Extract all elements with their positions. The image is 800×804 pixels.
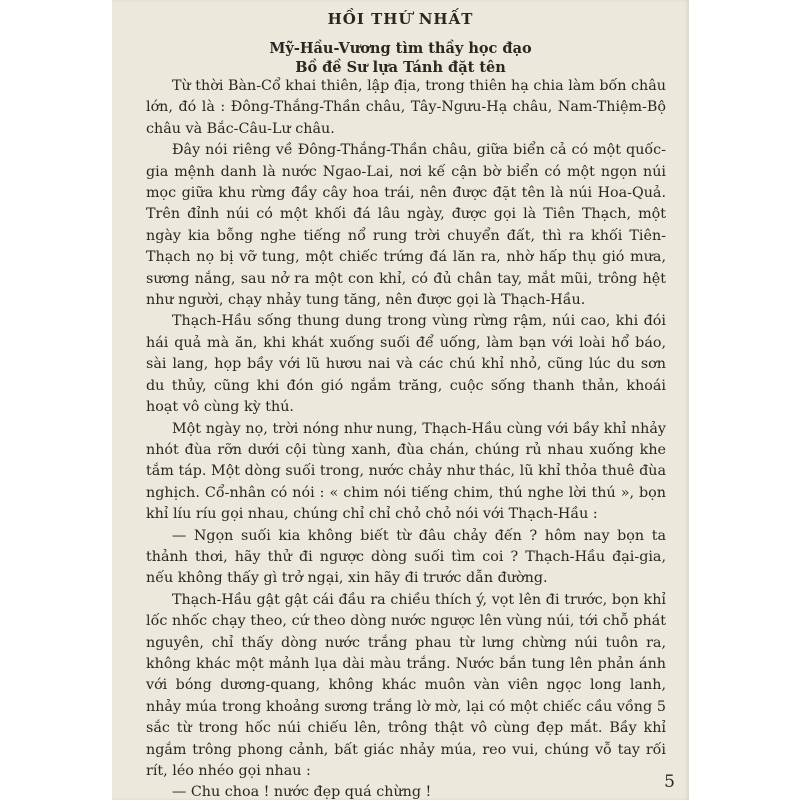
- book-page: [112, 0, 689, 800]
- paragraph: Từ thời Bàn-Cổ khai thiên, lập địa, trong thiên hạ chia làm bốn châu lớn, đó là : Đông-Thắng-Thần châu, Tây-Ngưu-Hạ châu, Nam-Thiệm-Bộ châu và Bắc-Câu-Lư châu.: [146, 78, 666, 137]
- chapter-title: HỒI THỨ NHẤT: [327, 10, 474, 28]
- dialogue-paragraph: — Chu choa ! nước đẹp quá chừng !: [172, 784, 432, 801]
- page-number: 5: [664, 772, 675, 792]
- paragraph: Đây nói riêng về Đông-Thắng-Thần châu, giữa biển cả có một quốc-gia mệnh danh là nước Ngao-Lai, nơi kế cận bờ biển có một ngọn núi mọc giữa khu rừng đầy cây hoa trái, nên được đặt tên là núi Hoa-Quả. Trên đỉnh núi có một khối đá lâu ngày, được gọi là Tiên Thạch, một ngày kia bỗng nghe tiếng nổ rung trời chuyển đất, thì ra khối Tiên-Thạch nọ bị vỡ tung, một chiếc trứng đá lăn ra, nhờ hấp thụ gió mưa, sương nắng, sau nở ra một con khỉ, có đủ chân tay, mắt mũi, trông hệt như người, chạy nhảy tung tăng, nên được gọi là Thạch-Hầu.: [146, 142, 666, 309]
- paragraph: Thạch-Hầu sống thung dung trong vùng rừng rậm, núi cao, khi đói hái quả mà ăn, khi khát xuống suối để uống, làm bạn với loài hổ báo, sài lang, họp bầy với lũ hươu nai và các chú khỉ nhỏ, cũng lúc du sơn du thủy, cũng khi đón gió ngắm trăng, cuộc sống thanh thản, khoái hoạt vô cùng kỳ thú.: [146, 313, 666, 416]
- chapter-body: [146, 76, 666, 804]
- dialogue-paragraph: — Ngọn suối kia không biết từ đâu chảy đến ? hôm nay bọn ta thảnh thơi, hãy thử đi ngược dòng suối tìm coi ? Thạch-Hầu đại-gia, nếu không thấy gì trở ngại, xin hãy đi trước dẫn đường.: [146, 527, 666, 587]
- paragraph: Một ngày nọ, trời nóng như nung, Thạch-Hầu cùng với bầy khỉ nhảy nhót đùa rỡn dưới cội tùng xanh, đùa chán, chúng rủ nhau xuống khe tắm táp. Một dòng suối trong, nước chảy như thác, lũ khỉ thỏa thuê đùa nghịch. Cổ-nhân có nói : « chim nói tiếng chim, thú nghe lời thú », bọn khỉ líu ríu gọi nhau, chúng chỉ chỉ chỏ chỏ nói với Thạch-Hầu :: [146, 420, 666, 523]
- paragraph: Thạch-Hầu gật gật cái đầu ra chiều thích ý, vọt lên đi trước, bọn khỉ lốc nhốc chạy theo, cứ theo dòng nước ngược lên vùng núi, tới chỗ phát nguyên, chỉ thấy dòng nước trắng phau từ lưng chừng núi tuôn ra, không khác một mảnh lụa dài màu trắng. Nước bắn tung lên phản ánh với bóng dương-quang, không khác muôn vàn viên ngọc long lanh, nhảy múa trong khoảng sương trắng lờ mờ, lại có một chiếc cầu vồng 5 sắc từ trong hốc núi chiếu lên, trông thật vô cùng đẹp mắt. Bầy khỉ ngắm trông phong cảnh, bất giác nhảy múa, reo vui, chúng vỗ tay rối rít, léo nhéo gọi nhau :: [146, 591, 666, 779]
- chapter-subtitle-line-2: Bồ đề Sư lựa Tánh đặt tên: [295, 59, 506, 76]
- chapter-subtitle-line-1: Mỹ-Hầu-Vương tìm thầy học đạo: [269, 40, 532, 57]
